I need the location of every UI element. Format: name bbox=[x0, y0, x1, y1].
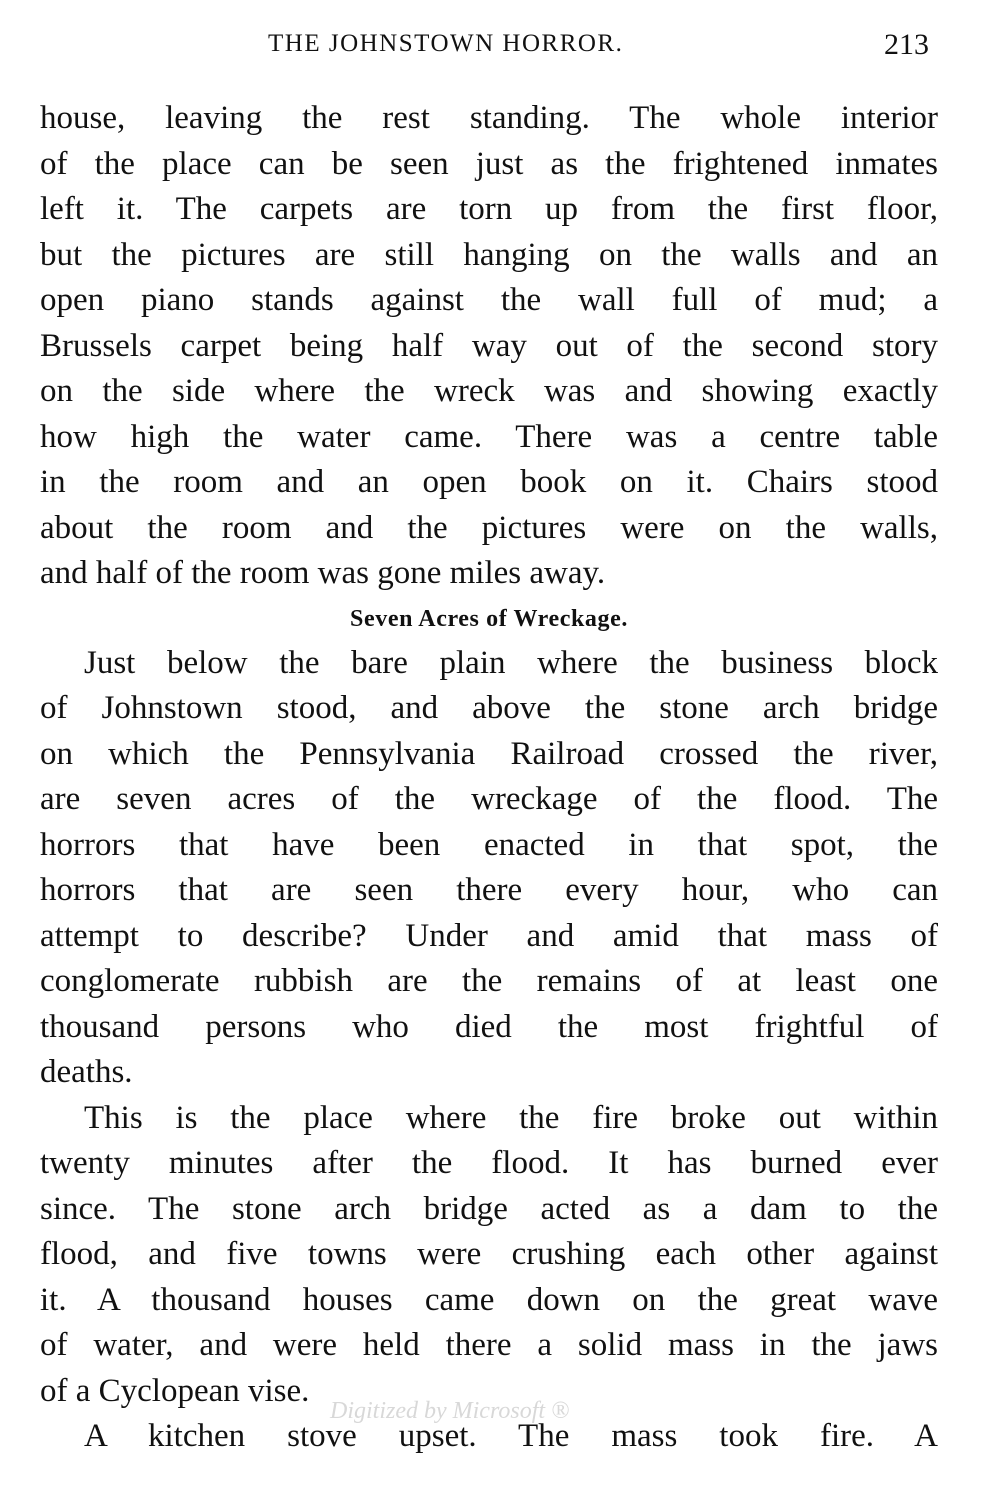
text-line: deaths. bbox=[40, 1054, 133, 1090]
text-line: on which the Pennsylvania Railroad crossed the river, bbox=[40, 735, 938, 772]
text-line: of the place can be seen just as the frightened inmates bbox=[40, 145, 938, 182]
text-line: conglomerate rubbish are the remains of at least one bbox=[40, 963, 938, 999]
text-line: left it. The carpets are torn up from the first floor, bbox=[40, 191, 938, 227]
text-line: and half of the room was gone miles away. bbox=[40, 555, 606, 591]
text-line: are seven acres of the wreckage of the flood. The bbox=[40, 781, 938, 817]
text-line: Just below the bare plain where the business block bbox=[84, 644, 938, 681]
text-line: but the pictures are still hanging on the walls and an bbox=[40, 236, 938, 273]
text-line: horrors that are seen there every hour, who can bbox=[40, 872, 938, 908]
body-text bbox=[40, 96, 938, 1460]
digitization-watermark: Digitized by Microsoft ® bbox=[330, 1398, 570, 1424]
text-line: of a Cyclopean vise. bbox=[40, 1372, 310, 1409]
text-line: attempt to describe? Under and amid that mass of bbox=[40, 917, 938, 954]
text-line: about the room and the pictures were on the walls, bbox=[40, 509, 938, 546]
section-subheading: Seven Acres of Wreckage. bbox=[350, 605, 628, 632]
text-line: how high the water came. There was a centre table bbox=[40, 418, 938, 455]
text-line: horrors that have been enacted in that spot, the bbox=[40, 826, 938, 863]
text-line: on the side where the wreck was and showing exactly bbox=[40, 373, 938, 409]
text-line: flood, and five towns were crushing each other against bbox=[40, 1236, 938, 1272]
text-line: it. A thousand houses came down on the great wave bbox=[40, 1281, 938, 1318]
text-line: twenty minutes after the flood. It has burned ever bbox=[40, 1145, 938, 1181]
text-line: open piano stands against the wall full of mud; a bbox=[40, 282, 938, 318]
text-line: A kitchen stove upset. The mass took fire. A bbox=[84, 1418, 938, 1454]
text-line: Brussels carpet being half way out of the second story bbox=[40, 327, 938, 364]
text-line: thousand persons who died the most frightful of bbox=[40, 1008, 938, 1045]
text-line: since. The stone arch bridge acted as a dam to the bbox=[40, 1190, 938, 1227]
running-head bbox=[0, 30, 1000, 70]
text-line: house, leaving the rest standing. The whole interior bbox=[40, 100, 938, 136]
running-title: THE JOHNSTOWN HORROR. bbox=[268, 30, 624, 57]
page-number: 213 bbox=[884, 28, 929, 61]
text-line: of Johnstown stood, and above the stone arch bridge bbox=[40, 690, 938, 726]
text-line: in the room and an open book on it. Chairs stood bbox=[40, 464, 938, 500]
text-line: of water, and were held there a solid mass in the jaws bbox=[40, 1327, 938, 1363]
text-line: This is the place where the fire broke out within bbox=[84, 1099, 938, 1136]
